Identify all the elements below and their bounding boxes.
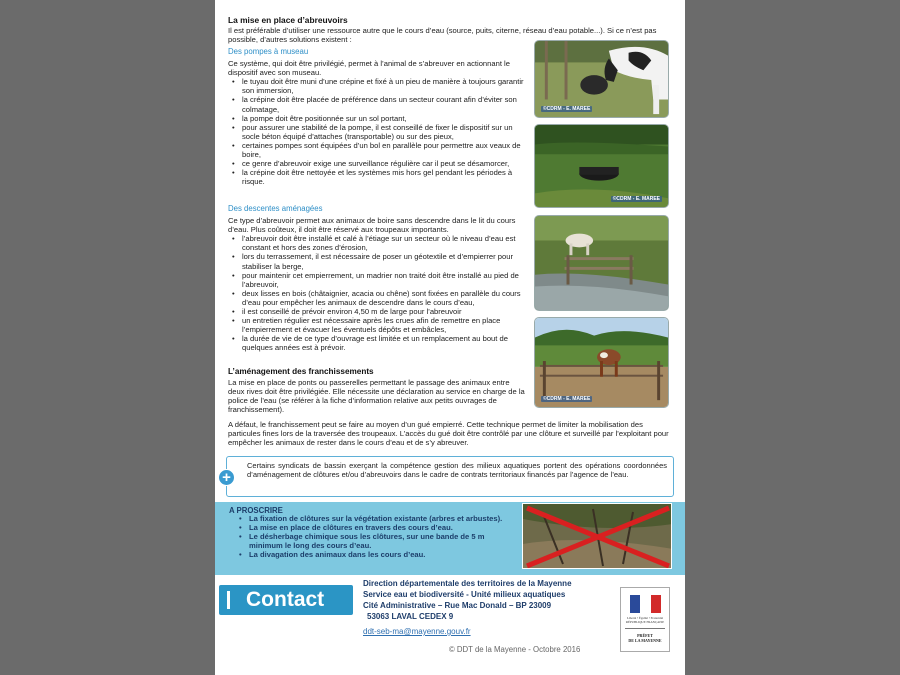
contact-email-link[interactable]: ddt-seb-ma@mayenne.gouv.fr <box>363 627 471 636</box>
pompes-title: Des pompes à museau <box>228 47 309 56</box>
proscrire-list <box>235 515 519 560</box>
list-item: • l’abreuvoir doit être installé et calé à l’étiage sur un secteur où le niveau d’eau est constant et hors des zones d’érosion, <box>228 234 528 252</box>
pompes-intro: Ce système, qui doit être privilégié, permet à l’animal de s’abreuver en actionnant le dispositif avec son museau. <box>228 59 510 78</box>
list-item: • pour assurer une stabilité de la pompe, il est conseillé de fixer le dispositif sur un socle béton équipé d’attaches (transportable) ou sur des pieux, <box>228 123 528 141</box>
photo-drinking-trough <box>534 124 669 208</box>
info-box <box>222 456 674 497</box>
descentes-intro: Ce type d’abreuvoir permet aux animaux de boire sans descendre dans le lit du cours d’eau. Plus coûteux, il doit être réservé aux troupeaux importants. <box>228 216 516 235</box>
logo-divider <box>625 628 665 629</box>
contact-address <box>363 578 572 622</box>
list-item: • pour maintenir cet empierrement, un madrier non traité doit être installé au pied de l’abreuvoir, <box>228 271 528 289</box>
list-item: • certaines pompes sont équipées d’un bol en parallèle pour permettre aux veaux de boire, <box>228 141 528 159</box>
pompes-block <box>228 47 528 186</box>
photo-credit: ©CDRM - E. MAREE <box>612 196 660 202</box>
pompes-list <box>228 77 528 186</box>
plus-icon: + <box>218 469 235 486</box>
list-item: • la pompe doit être positionnée sur un sol portant, <box>228 114 528 123</box>
document-page <box>215 0 685 675</box>
photo-ford-crossing <box>534 317 669 408</box>
logo-prefet-line1: PRÉFET <box>637 633 653 638</box>
copyright: © DDT de la Mayenne - Octobre 2016 <box>449 645 581 654</box>
logo-republic-text: RÉPUBLIQUE FRANÇAISE <box>625 620 665 624</box>
descentes-list <box>228 234 528 352</box>
franchissements-title: L’aménagement des franchissements <box>228 367 374 376</box>
photo-credit: ©CDRM - E. MAREE <box>543 106 591 112</box>
section-title: La mise en place d’abreuvoirs <box>228 15 348 25</box>
franchissements-block <box>228 367 528 414</box>
logo-prefet <box>622 633 668 643</box>
contact-service: Service eau et biodiversité - Unité milieux aquatiques <box>363 590 566 599</box>
logo-motto-text: Liberté • Égalité • Fraternité <box>626 616 664 620</box>
list-item: • il est conseillé de prévoir environ 4,50 m de large pour l’abreuvoir <box>228 307 528 316</box>
list-item: • la durée de vie de ce type d’ouvrage est limitée et un remplacement au bout de quelques années est à prévoir. <box>228 334 528 352</box>
photo-cow-nose-pump <box>534 40 669 118</box>
descentes-title: Des descentes aménagées <box>228 204 323 213</box>
info-text: Certains syndicats de bassin exerçant la compétence gestion des milieux aquatiques portent des opérations coordonnées d’aménagement de clôtures et/ou d’abreuvoirs dans le cadre de contrats territoriaux financés par l’agence de l’eau. <box>247 461 667 480</box>
contact-street: Cité Administrative – Rue Mac Donald – BP 23009 <box>363 601 552 610</box>
section-intro: Il est préférable d’utiliser une ressource autre que le cours d’eau (source, puits, citerne, réseau d’eau potable...). Si ce n’est pas possible, d’autres solutions existent : <box>228 26 657 45</box>
logo-prefet-line2: DE LA MAYENNE <box>628 638 662 644</box>
list-item: • ce genre d’abreuvoir exige une surveillance régulière car il peut se désamorcer, <box>228 159 528 168</box>
franchissements-p1: La mise en place de ponts ou passerelles permettant le passage des animaux entre deux rives doit être privilégiée. Elle nécessite une déclaration au service en charge de la police de l’eau (se référer à la fiche d’information relative aux petits ouvrages de franchissement). <box>228 378 525 415</box>
list-item: • Le désherbage chimique sous les clôtures, sur une bande de 5 m minimum le long des cours d’eau. <box>235 533 519 551</box>
photo-forbidden-example <box>522 503 672 569</box>
list-item: • deux lisses en bois (châtaignier, acacia ou chêne) sont fixées en parallèle du cours d’eau pour empêcher les animaux de descendre dans le cours d’eau, <box>228 289 528 307</box>
french-flag-icon <box>630 595 661 613</box>
contact-city: 53063 LAVAL CEDEX 9 <box>367 612 454 621</box>
proscrire-title: A PROSCRIRE <box>229 506 283 515</box>
list-item: • La mise en place de clôtures en travers des cours d’eau. <box>235 524 519 533</box>
list-item: • lors du terrassement, il est nécessaire de poser un géotextile et d’empierrer pour stabiliser la berge, <box>228 252 528 270</box>
list-item: • La divagation des animaux dans les cours d’eau. <box>235 551 519 560</box>
list-item: • La fixation de clôtures sur la végétation existante (arbres et arbustes). <box>235 515 519 524</box>
contact-org: Direction départementale des territoires de la Mayenne <box>363 579 572 588</box>
list-item: • un entretien régulier est nécessaire après les crues afin de remettre en place l’empierrement et évacuer les éventuels dépôts et embâcles, <box>228 316 528 334</box>
prefecture-logo <box>620 587 670 652</box>
photo-credit: ©CDRM - E. MAREE <box>543 396 591 402</box>
list-item: • le tuyau doit être muni d’une crépine et fixé à un pieu de manière à toujours garantir son immersion, <box>228 77 528 95</box>
photo-stream-ramp <box>534 215 669 311</box>
list-item: • la crépine doit être placée de préférence dans un secteur courant afin d’éviter son colmatage, <box>228 95 528 113</box>
descentes-block <box>228 204 528 353</box>
franchissements-p2: A défaut, le franchissement peut se faire au moyen d’un gué empierré. Cette technique permet de limiter la mobilisation des particules fines lors de la traversée des troupeaux. L’accès du gué doit être contrôlé par une clôture et surveillé par l’exploitant pour empêcher les animaux de rester dans le cours d’eau et de s’y abreuver. <box>228 420 669 448</box>
contact-badge: Contact <box>219 585 353 615</box>
list-item: • la crépine doit être nettoyée et les systèmes mis hors gel pendant les périodes à risque. <box>228 168 528 186</box>
logo-motto <box>622 616 668 624</box>
